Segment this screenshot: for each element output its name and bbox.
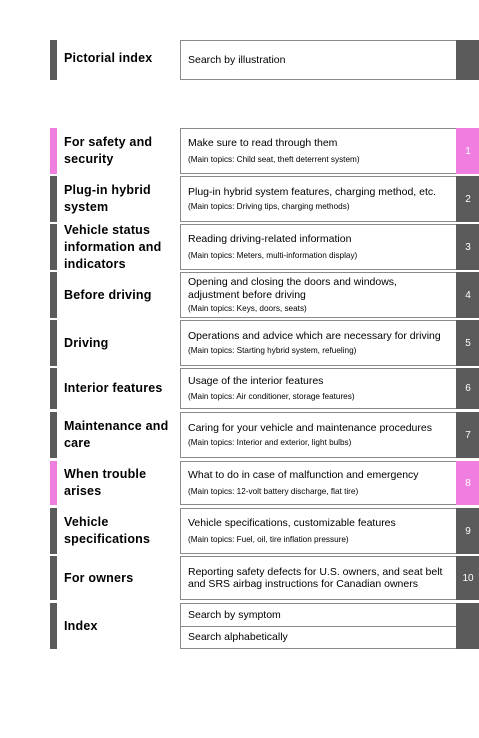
chapter-desc: Plug-in hybrid system features, charging method, etc. (188, 186, 437, 199)
section-marker (50, 603, 57, 649)
chapter-box[interactable] (180, 272, 457, 318)
chapter-row-4[interactable] (50, 272, 479, 318)
section-marker (50, 461, 57, 505)
index-title: Index (64, 618, 98, 633)
chapter-tab-6[interactable]: 6 (456, 368, 479, 409)
chapter-tab-10[interactable]: 10 (456, 556, 479, 600)
chapter-topics: (Main topics: Driving tips, charging methods) (188, 201, 350, 211)
section-marker (50, 40, 57, 80)
chapter-box[interactable] (180, 556, 457, 600)
chapter-box[interactable] (180, 224, 457, 270)
search-alphabetically-label: Search alphabetically (188, 631, 288, 644)
chapter-desc: Operations and advice which are necessary for driving (188, 330, 441, 343)
chapter-box[interactable] (180, 368, 457, 409)
chapter-box[interactable] (180, 176, 457, 222)
chapter-desc: Reading driving-related information (188, 233, 352, 246)
chapter-row-6[interactable] (50, 368, 479, 409)
chapter-tab-7[interactable]: 7 (456, 412, 479, 458)
section-marker (50, 272, 57, 318)
chapter-row-8[interactable] (50, 461, 479, 505)
chapter-tab-9[interactable]: 9 (456, 508, 479, 554)
pictorial-index-row[interactable] (50, 40, 479, 80)
chapter-desc: Vehicle specifications, customizable features (188, 517, 396, 530)
pictorial-index-desc: Search by illustration (188, 53, 286, 66)
chapter-desc: Usage of the interior features (188, 374, 324, 387)
chapter-tab-8[interactable]: 8 (456, 461, 479, 505)
index-row[interactable] (50, 603, 479, 649)
section-marker (50, 128, 57, 174)
chapter-topics: (Main topics: Child seat, theft deterrent system) (188, 154, 360, 164)
chapter-tab-5[interactable]: 5 (456, 320, 479, 366)
chapter-row-2[interactable] (50, 176, 479, 222)
chapter-tab-3[interactable]: 3 (456, 224, 479, 270)
chapter-desc: Opening and closing the doors and windows, adjustment before driving (188, 276, 397, 301)
section-marker (50, 176, 57, 222)
index-tab[interactable] (456, 603, 479, 649)
chapter-box[interactable] (180, 128, 457, 174)
chapter-box[interactable] (180, 412, 457, 458)
chapter-title: Before driving (64, 287, 152, 302)
chapter-topics: (Main topics: Air conditioner, storage features) (188, 392, 355, 402)
chapter-desc: Reporting safety defects for U.S. owners, and seat belt and SRS airbag instructions for Canadian owners (188, 566, 443, 590)
chapter-desc: Make sure to read through them (188, 137, 338, 150)
chapter-title: For safety and security (64, 135, 153, 166)
chapter-tab-4[interactable]: 4 (456, 272, 479, 318)
chapter-topics: (Main topics: Starting hybrid system, refueling) (188, 345, 357, 355)
chapter-row-7[interactable] (50, 412, 479, 458)
chapter-title: Driving (64, 335, 109, 350)
search-by-symptom-label: Search by symptom (188, 608, 281, 621)
search-alphabetically-box[interactable] (180, 626, 457, 649)
chapter-row-9[interactable] (50, 508, 479, 554)
chapter-tab-1[interactable]: 1 (456, 128, 479, 174)
pictorial-index-box[interactable] (180, 40, 457, 80)
section-marker (50, 368, 57, 409)
chapter-box[interactable] (180, 508, 457, 554)
chapter-row-5[interactable] (50, 320, 479, 366)
chapter-topics: (Main topics: Meters, multi-information display) (188, 250, 358, 260)
chapter-desc: What to do in case of malfunction and emergency (188, 469, 419, 482)
pictorial-index-tab[interactable] (456, 40, 479, 80)
chapter-box[interactable] (180, 320, 457, 366)
chapter-title: Interior features (64, 381, 163, 395)
chapter-desc: Caring for your vehicle and maintenance procedures (188, 422, 432, 435)
pictorial-index-title: Pictorial index (64, 51, 153, 65)
chapter-row-1[interactable] (50, 128, 479, 174)
chapter-title: Vehicle specifications (64, 515, 151, 546)
chapter-title: When trouble arises (64, 467, 147, 498)
section-marker (50, 320, 57, 366)
search-by-symptom-box[interactable] (180, 603, 457, 626)
section-marker (50, 508, 57, 554)
section-marker (50, 556, 57, 600)
chapter-tab-2[interactable]: 2 (456, 176, 479, 222)
chapter-topics: (Main topics: Fuel, oil, tire inflation pressure) (188, 534, 349, 544)
section-marker (50, 224, 57, 270)
chapter-title: For owners (64, 570, 134, 585)
chapter-topics: (Main topics: 12-volt battery discharge, flat tire) (188, 486, 359, 496)
chapter-box[interactable] (180, 461, 457, 505)
chapter-row-3[interactable] (50, 224, 479, 270)
chapter-topics: (Main topics: Keys, doors, seats) (188, 304, 307, 313)
chapter-row-10[interactable] (50, 556, 479, 600)
chapter-title: Maintenance and care (64, 419, 169, 450)
chapter-title: Vehicle status information and indicators (64, 222, 162, 271)
section-marker (50, 412, 57, 458)
chapter-topics: (Main topics: Interior and exterior, light bulbs) (188, 437, 352, 447)
chapter-title: Plug-in hybrid system (64, 183, 151, 214)
